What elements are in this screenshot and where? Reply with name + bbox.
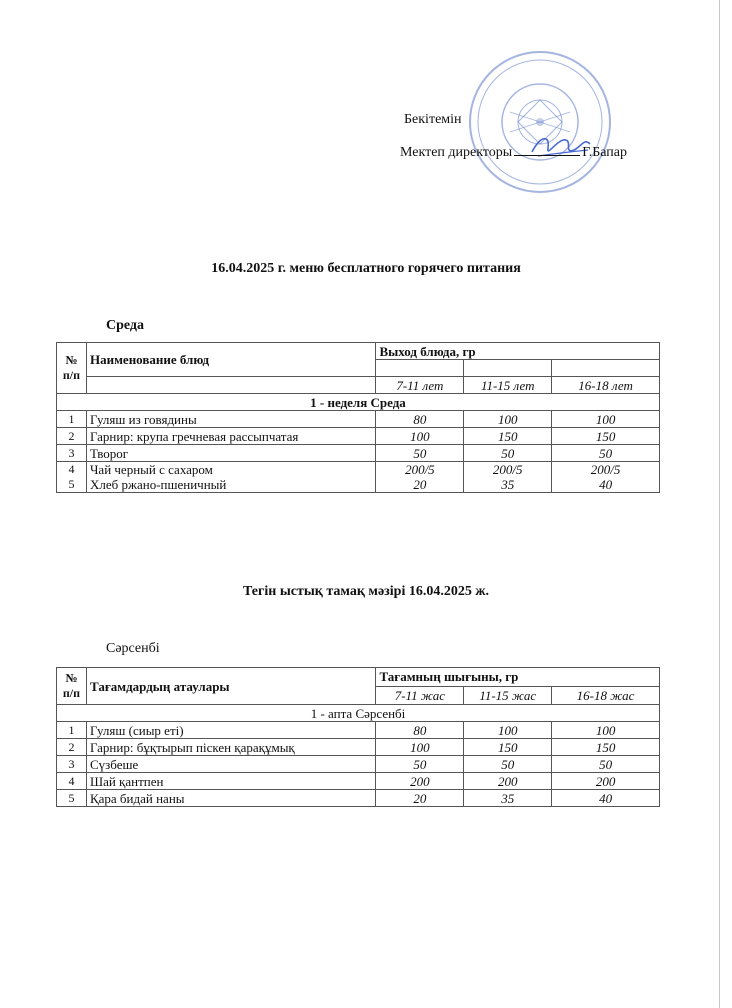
age-11-15-header: 11-15 жас xyxy=(464,686,552,705)
table-row xyxy=(57,739,660,756)
value-a: 200/5 xyxy=(590,462,621,477)
row-num: 3 xyxy=(57,445,87,462)
dish-name-b: Хлеб ржано-пшеничный xyxy=(89,477,227,492)
week-label: 1 - апта Сәрсенбі xyxy=(57,705,660,722)
value-16-18: 50 xyxy=(552,445,660,462)
value-11-15: 150 xyxy=(464,428,552,445)
dish-name: Гуляш из говядины xyxy=(86,411,375,428)
value-11-15: 100 xyxy=(464,722,552,739)
value-a: 200/5 xyxy=(405,462,435,477)
empty-cell xyxy=(464,360,552,377)
value-16-18: 150 xyxy=(552,739,660,756)
value-7-11: 200 xyxy=(376,773,464,790)
row-num-a: 4 xyxy=(68,462,75,476)
age-16-18-header: 16-18 жас xyxy=(552,686,660,705)
table-row xyxy=(57,445,660,462)
dish-name: Сүзбеше xyxy=(86,756,375,773)
kz-menu-title: Тегін ыстық тамақ мәзірі 16.04.2025 ж. xyxy=(243,584,489,599)
week-label: 1 - неделя Среда xyxy=(57,394,660,411)
col-name-header: Тағамдардың атаулары xyxy=(86,668,375,705)
value-a: 200/5 xyxy=(492,462,523,477)
value-16-18: 150 xyxy=(552,428,660,445)
ru-menu-table xyxy=(56,342,660,493)
director-name: Г.Бапар xyxy=(582,145,628,160)
col-output-header: Выход блюда, гр xyxy=(376,343,660,360)
col-name-header: Наименование блюд xyxy=(86,343,375,377)
age-11-15-header: 11-15 лет xyxy=(464,377,552,394)
value-16-18: 50 xyxy=(552,756,660,773)
col-num-header: № п/п xyxy=(57,343,87,394)
table-age-row xyxy=(57,377,660,394)
approve-label: Бекітемін xyxy=(404,112,462,127)
value-11-15 xyxy=(464,462,552,493)
value-16-18 xyxy=(552,462,660,493)
row-num: 2 xyxy=(57,739,87,756)
kz-menu-table xyxy=(56,667,660,807)
value-11-15: 35 xyxy=(464,790,552,807)
col-output-header: Тағамның шығыны, гр xyxy=(376,668,660,687)
table-row xyxy=(57,773,660,790)
value-7-11: 50 xyxy=(376,445,464,462)
value-b: 20 xyxy=(413,477,427,492)
dish-name: Гарнир: бұқтырып піскен қарақұмық xyxy=(86,739,375,756)
dish-name: Гарнир: крупа гречневая рассыпчатая xyxy=(86,428,375,445)
value-b: 35 xyxy=(501,477,515,492)
value-11-15: 200 xyxy=(464,773,552,790)
row-num: 3 xyxy=(57,756,87,773)
dish-name: Шай қантпен xyxy=(86,773,375,790)
table-row xyxy=(57,722,660,739)
row-num xyxy=(57,462,87,493)
ru-menu-title: 16.04.2025 г. меню бесплатного горячего питания xyxy=(211,261,521,276)
row-num: 4 xyxy=(57,773,87,790)
kz-day-label: Сәрсенбі xyxy=(106,641,160,656)
col-num-header: № п/п xyxy=(57,668,87,705)
value-7-11: 100 xyxy=(376,428,464,445)
value-16-18: 200 xyxy=(552,773,660,790)
value-16-18: 40 xyxy=(552,790,660,807)
director-label: Мектеп директоры xyxy=(400,145,513,160)
table-row-merged xyxy=(57,462,660,493)
value-16-18: 100 xyxy=(552,411,660,428)
row-num: 1 xyxy=(57,411,87,428)
value-7-11: 100 xyxy=(376,739,464,756)
ru-day-label: Среда xyxy=(106,318,145,333)
table-row xyxy=(57,411,660,428)
age-7-11-header: 7-11 лет xyxy=(376,377,464,394)
value-11-15: 150 xyxy=(464,739,552,756)
value-11-15: 50 xyxy=(464,756,552,773)
value-7-11: 80 xyxy=(376,411,464,428)
value-7-11 xyxy=(376,462,464,493)
table-row xyxy=(57,428,660,445)
value-7-11: 80 xyxy=(376,722,464,739)
value-11-15: 50 xyxy=(464,445,552,462)
value-b: 40 xyxy=(599,477,613,492)
age-7-11-header: 7-11 жас xyxy=(376,686,464,705)
value-16-18: 100 xyxy=(552,722,660,739)
empty-cell xyxy=(86,377,375,394)
dish-name-a: Чай черный с сахаром xyxy=(89,462,213,477)
page-edge-line xyxy=(719,0,720,1008)
value-11-15: 100 xyxy=(464,411,552,428)
dish-name: Қара бидай наны xyxy=(86,790,375,807)
dish-name: Гуляш (сиыр еті) xyxy=(86,722,375,739)
dish-name: Творог xyxy=(86,445,375,462)
empty-cell xyxy=(552,360,660,377)
director-line xyxy=(400,143,627,161)
official-stamp-icon xyxy=(440,42,640,212)
dish-name xyxy=(86,462,375,493)
value-7-11: 20 xyxy=(376,790,464,807)
value-7-11: 50 xyxy=(376,756,464,773)
row-num: 5 xyxy=(57,790,87,807)
signature-line xyxy=(514,143,580,156)
empty-cell xyxy=(376,360,464,377)
table-header-row xyxy=(57,668,660,687)
table-header-row xyxy=(57,343,660,360)
table-row xyxy=(57,756,660,773)
row-num: 1 xyxy=(57,722,87,739)
table-week-row xyxy=(57,394,660,411)
age-16-18-header: 16-18 лет xyxy=(552,377,660,394)
table-week-row xyxy=(57,705,660,722)
row-num-b: 5 xyxy=(68,477,75,491)
row-num: 2 xyxy=(57,428,87,445)
table-row xyxy=(57,790,660,807)
